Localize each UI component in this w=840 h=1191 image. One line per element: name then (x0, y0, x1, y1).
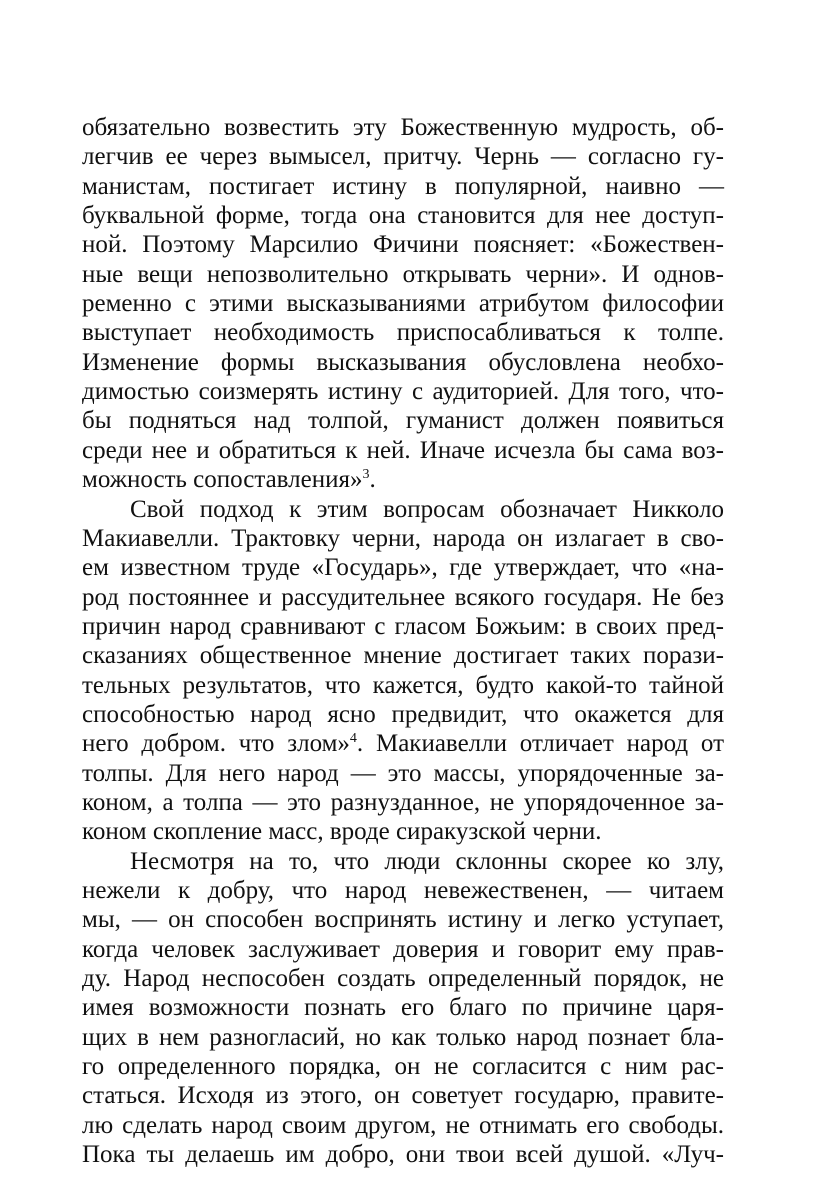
text-line: когда человек заслуживает доверия и говорит ему прав- (82, 936, 724, 963)
text-line: щих в нем разногласий, но как только народ познает бла- (82, 1024, 724, 1051)
line-text: него добром. что злом» (82, 730, 350, 757)
footnote-ref: 4 (349, 731, 357, 746)
text-line: коном, а толпа — это разнузданное, не упорядоченное за- (82, 789, 724, 816)
text-line: сказаниях общественное мнение достигает таких порази- (82, 642, 724, 669)
text-line: лю сделать народ своим другом, не отнимать его свободы. (82, 1112, 724, 1139)
text-line: нежели к добру, что народ невежественен, — читаем (82, 877, 724, 904)
text-line: манистам, постигает истину в популярной, наивно — (82, 173, 724, 200)
text-line: тельных результатов, что кажется, будто какой-то тайной (82, 672, 724, 699)
text-line: род постояннее и рассудительнее всякого государя. Не без (82, 584, 724, 611)
text-line: способностью народ ясно предвидит, что окажется для (82, 701, 724, 728)
text-line: буквальной форме, тогда она становится для нее доступ- (82, 202, 724, 229)
text-line: бы подняться над толпой, гуманист должен появиться (82, 407, 724, 434)
footnote-ref: 3 (362, 467, 370, 482)
text-line: Свой подход к этим вопросам обозначает Никколо (130, 496, 724, 523)
text-line: коном скопление масс, вроде сиракузской черни. (82, 818, 602, 845)
text-line (82, 465, 724, 495)
text-line: Макиавелли. Трактовку черни, народа он излагает в сво- (82, 525, 724, 552)
text-line: среди нее и обратиться к ней. Иначе исчезла бы сама воз- (82, 437, 724, 464)
text-line: димостью соизмерять истину с аудиторией. Для того, что- (82, 378, 724, 405)
text-line: Несмотря на то, что люди склонны скорее ко злу, (130, 848, 724, 875)
text-line (82, 729, 724, 759)
text-line: легчив ее через вымысел, притчу. Чернь — согласно гу- (82, 143, 724, 170)
text-line: мы, — он способен воспринять истину и легко уступает, (82, 906, 724, 933)
text-line: статься. Исходя из этого, он советует государю, правите- (82, 1082, 724, 1109)
line-text: можность сопоставления» (82, 466, 363, 493)
line-text-after: . (369, 466, 376, 493)
text-line: ной. Поэтому Марсилио Фичини поясняет: «Божествен- (82, 231, 724, 258)
text-line: выступает необходимость приспосабливаться к толпе. (82, 319, 724, 346)
text-line: Изменение формы высказывания обусловлена необхо- (82, 349, 724, 376)
text-line: ду. Народ неспособен создать определенный порядок, не (82, 965, 724, 992)
text-line: имея возможности познать его благо по причине царя- (82, 994, 724, 1021)
text-line: ременно с этими высказываниями атрибутом философии (82, 290, 724, 317)
line-text-after: . Макиавелли отличает народ от (356, 730, 724, 757)
text-line: ные вещи непозволительно открывать черни». И однов- (82, 261, 724, 288)
text-line: обязательно возвестить эту Божественную мудрость, об- (82, 114, 724, 141)
text-line: ем известном труде «Государь», где утверждает, что «на- (82, 554, 724, 581)
text-line: толпы. Для него народ — это массы, упорядоченные за- (82, 760, 724, 787)
text-line: го определенного порядка, он не согласится с ним рас- (82, 1053, 724, 1080)
text-line: причин народ сравнивают с гласом Божьим: в своих пред- (82, 613, 724, 640)
text-line: Пока ты делаешь им добро, они твои всей душой. «Луч- (82, 1141, 724, 1168)
